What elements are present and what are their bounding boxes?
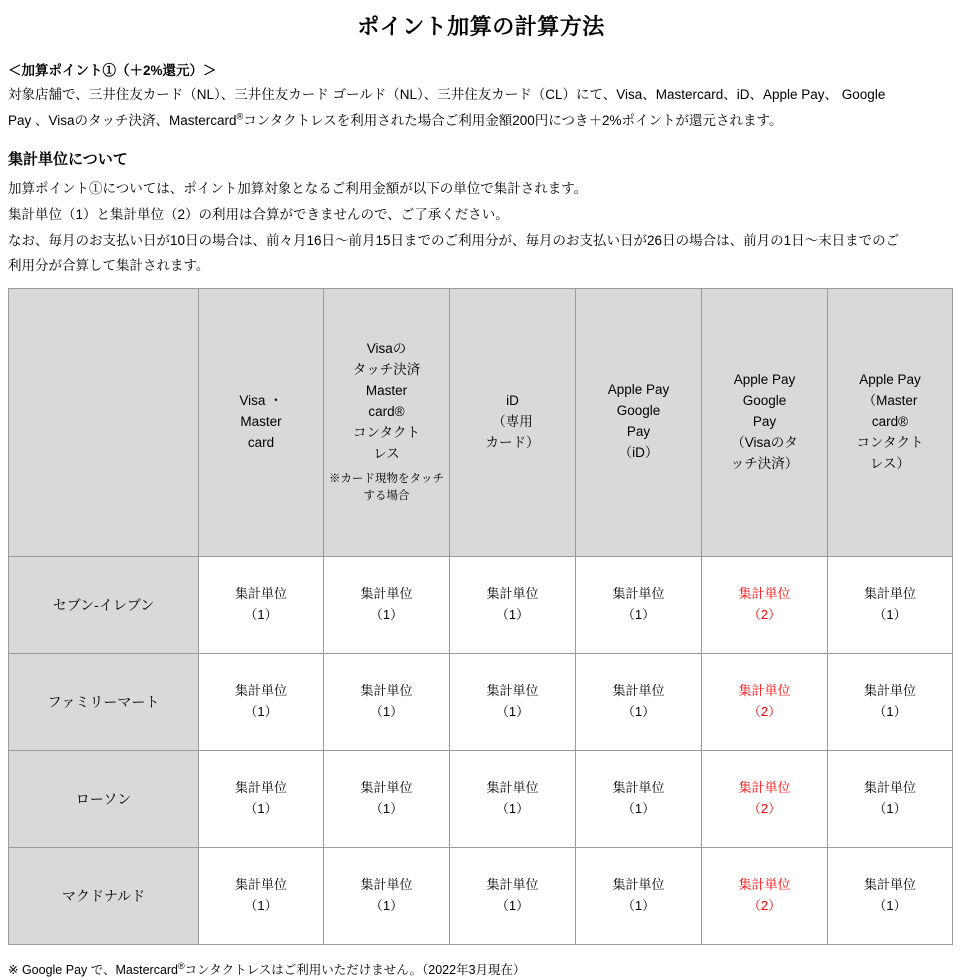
table-cell xyxy=(199,847,324,944)
table-cell xyxy=(828,653,953,750)
footnote-post: コンタクトレスはご利用いただけません。（2022年3月現在） xyxy=(184,962,526,977)
cell-line-2: （1） xyxy=(244,703,278,719)
header-line: Master xyxy=(365,383,408,399)
header-line: タッチ決済 xyxy=(352,362,421,378)
header-line: Pay xyxy=(752,413,777,429)
cell-line-2: （2） xyxy=(747,606,782,622)
section2-heading: 集計単位について xyxy=(8,151,128,169)
table-cell-highlighted xyxy=(702,750,828,847)
header-line: Apple Pay xyxy=(607,382,670,398)
header-line: コンタクト xyxy=(856,434,924,450)
cell-line-2: （1） xyxy=(873,800,907,816)
table-cell xyxy=(450,847,576,944)
cell-line-2: （2） xyxy=(747,703,782,719)
cell-line-1: 集計単位 xyxy=(486,682,539,698)
header-line: （専用 xyxy=(492,413,533,429)
table-cell xyxy=(576,556,702,653)
table-row xyxy=(9,750,953,847)
row-header-mcdonalds: マクドナルド xyxy=(9,847,199,944)
column-header-visa-mastercard xyxy=(199,288,324,556)
table-cell-highlighted xyxy=(702,556,828,653)
header-line: カード） xyxy=(485,434,540,450)
section1-heading: ＜加算ポイント①（＋2%還元）＞ xyxy=(8,63,217,78)
header-line: ッチ決済） xyxy=(730,455,799,471)
cell-line-2: （1） xyxy=(244,800,278,816)
cell-line-2: （2） xyxy=(747,800,782,816)
header-note: ※カード現物をタッチする場合 xyxy=(329,472,444,503)
cell-line-2: （2） xyxy=(747,897,782,913)
cell-line-1: 集計単位 xyxy=(612,779,665,795)
cell-line-2: （1） xyxy=(369,606,404,622)
cell-line-1: 集計単位 xyxy=(360,876,413,892)
cell-line-1: 集計単位 xyxy=(360,585,413,601)
cell-line-1: 集計単位 xyxy=(486,585,539,601)
header-line: card xyxy=(247,434,275,450)
column-header-applepay-googlepay-id xyxy=(576,288,702,556)
cell-line-1: 集計単位 xyxy=(234,876,287,892)
cell-line-2: （1） xyxy=(244,606,278,622)
cell-line-2: （1） xyxy=(873,606,907,622)
header-line: Apple Pay xyxy=(859,371,921,387)
header-line: iD xyxy=(506,392,519,408)
header-line: レス） xyxy=(869,455,911,471)
header-line: Google xyxy=(616,403,661,419)
header-line: card® xyxy=(368,404,405,419)
header-line: （iD） xyxy=(618,445,659,461)
table-cell-highlighted xyxy=(702,653,828,750)
cell-line-2: （1） xyxy=(495,897,530,913)
table-cell xyxy=(576,847,702,944)
cell-line-1: 集計単位 xyxy=(234,585,287,601)
cell-line-2: （1） xyxy=(495,800,530,816)
cell-line-1: 集計単位 xyxy=(863,876,916,892)
cell-line-2: （1） xyxy=(495,703,530,719)
cell-line-1: 集計単位 xyxy=(863,585,916,601)
cell-line-2: （1） xyxy=(873,703,907,719)
cell-line-2: （1） xyxy=(369,703,404,719)
section1-body-line2-pre: Pay 、Visaのタッチ決済、Mastercard xyxy=(8,112,237,128)
cell-line-1: 集計単位 xyxy=(738,779,791,795)
section1-body-line2 xyxy=(8,109,954,133)
section1-body-line2-post: コンタクトレスを利用された場合ご利用金額200円につき＋2%ポイントが還元されます。 xyxy=(243,112,783,128)
table-cell xyxy=(828,847,953,944)
table-cell xyxy=(199,653,324,750)
cell-line-2: （1） xyxy=(873,897,907,913)
cell-line-2: （1） xyxy=(369,897,404,913)
header-line: Google xyxy=(742,392,787,408)
footnote-pre: ※ Google Pay で、Mastercard xyxy=(8,962,179,977)
document-page xyxy=(0,10,962,977)
cell-line-2: （1） xyxy=(369,800,404,816)
table-cell xyxy=(199,750,324,847)
table-cell xyxy=(450,750,576,847)
column-header-visa-touch-mastercard-contactless xyxy=(324,288,450,556)
header-line: （Visaのタ xyxy=(731,434,798,450)
section2-line3: なお、毎月のお支払い日が10日の場合は、前々月16日〜前月15日までのご利用分が、毎月のお支払い日が26日の場合は、前月の1日〜末日までのご xyxy=(8,232,900,248)
table-cell-highlighted xyxy=(702,847,828,944)
table-cell xyxy=(828,556,953,653)
aggregation-unit-table xyxy=(8,288,953,945)
registered-mark-icon: ® xyxy=(178,960,185,971)
cell-line-1: 集計単位 xyxy=(234,779,287,795)
row-header-seven-eleven: セブン-イレブン xyxy=(9,556,199,653)
table-cell xyxy=(576,653,702,750)
cell-line-2: （1） xyxy=(621,606,656,622)
table-header-row xyxy=(9,288,953,556)
cell-line-2: （1） xyxy=(621,897,656,913)
header-line: （Master xyxy=(862,392,918,408)
cell-line-2: （1） xyxy=(621,703,656,719)
table-row xyxy=(9,847,953,944)
header-line: Visaの xyxy=(366,341,407,357)
row-header-lawson: ローソン xyxy=(9,750,199,847)
table-cell xyxy=(199,556,324,653)
header-line: Apple Pay xyxy=(733,371,796,387)
table-row xyxy=(9,556,953,653)
section2-line4: 利用分が合算して集計されます。 xyxy=(8,258,210,274)
table-cell xyxy=(828,750,953,847)
table-cell xyxy=(450,556,576,653)
cell-line-1: 集計単位 xyxy=(612,876,665,892)
cell-line-1: 集計単位 xyxy=(738,682,791,698)
cell-line-2: （1） xyxy=(621,800,656,816)
section1-body-line1: 対象店舗で、三井住友カード（NL）、三井住友カード ゴールド（NL）、三井住友カード（CL）にて、Visa、Mastercard、iD、Apple Pay、 Google xyxy=(8,87,886,102)
cell-line-1: 集計単位 xyxy=(612,585,665,601)
header-line: card® xyxy=(871,413,909,429)
header-line: Master xyxy=(240,413,282,429)
section-aggregation-unit xyxy=(8,148,954,278)
column-header-id-dedicated-card xyxy=(450,288,576,556)
table-cell xyxy=(450,653,576,750)
registered-mark-icon: ® xyxy=(236,111,244,122)
section2-line1: 加算ポイント①については、ポイント加算対象となるご利用金額が以下の単位で集計されます。 xyxy=(8,181,588,197)
table-row xyxy=(9,653,953,750)
header-line: コンタクト xyxy=(353,424,420,440)
cell-line-1: 集計単位 xyxy=(360,682,413,698)
header-line: Pay xyxy=(626,424,651,440)
cell-line-2: （1） xyxy=(495,606,530,622)
column-header-applepay-mastercard-contactless xyxy=(828,288,953,556)
header-line: Visa ・ xyxy=(239,392,283,408)
page-title: ポイント加算の計算方法 xyxy=(357,14,605,39)
cell-line-1: 集計単位 xyxy=(486,876,539,892)
cell-line-1: 集計単位 xyxy=(234,682,287,698)
table-cell xyxy=(324,847,450,944)
header-line: レス xyxy=(373,445,400,461)
cell-line-1: 集計単位 xyxy=(612,682,665,698)
table-cell xyxy=(324,556,450,653)
table-cell xyxy=(324,750,450,847)
table-footnote xyxy=(8,959,954,980)
column-header-applepay-googlepay-visa-touch xyxy=(702,288,828,556)
cell-line-1: 集計単位 xyxy=(486,779,539,795)
cell-line-1: 集計単位 xyxy=(738,585,791,601)
cell-line-2: （1） xyxy=(244,897,278,913)
cell-line-1: 集計単位 xyxy=(738,876,791,892)
cell-line-1: 集計単位 xyxy=(360,779,413,795)
row-header-familymart: ファミリーマート xyxy=(9,653,199,750)
section2-line2: 集計単位（1）と集計単位（2）の利用は合算ができませんので、ご了承ください。 xyxy=(8,206,509,222)
section-additional-points xyxy=(8,59,954,132)
cell-line-1: 集計単位 xyxy=(863,779,916,795)
spacer xyxy=(8,134,954,148)
table-corner-cell xyxy=(9,288,199,556)
cell-line-1: 集計単位 xyxy=(863,682,916,698)
table-cell xyxy=(576,750,702,847)
table-cell xyxy=(324,653,450,750)
